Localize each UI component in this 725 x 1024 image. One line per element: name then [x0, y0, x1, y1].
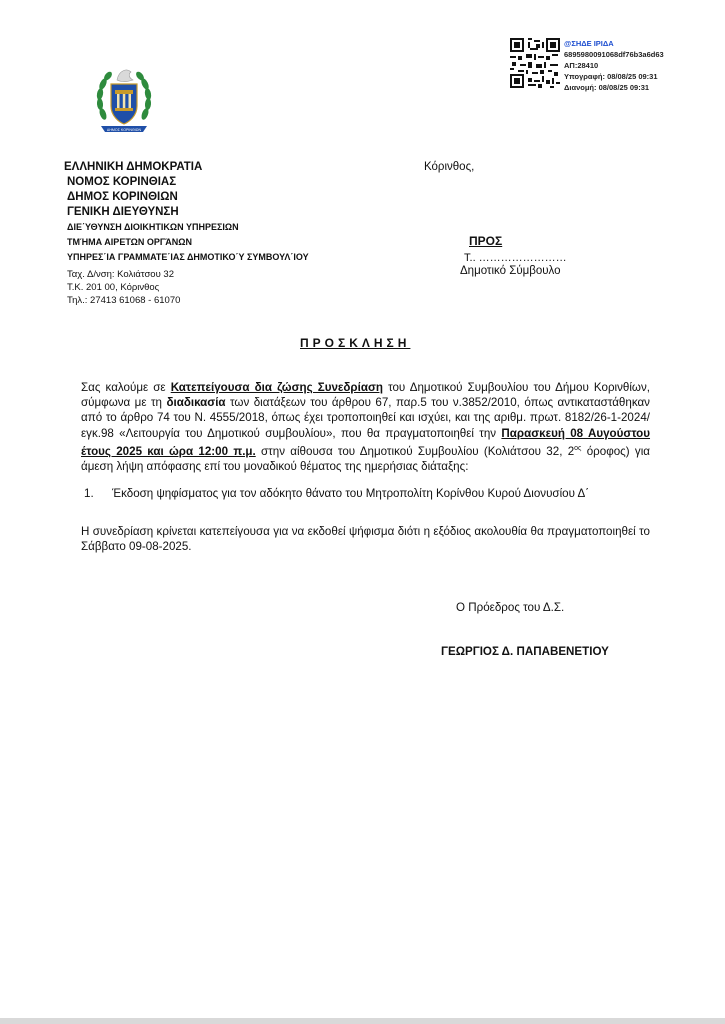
stamp-distribution-date: Διανομή: 08/08/25 09:31: [564, 83, 650, 92]
agenda-item-text: Έκδοση ψηφίσματος για τον αδόκητο θάνατο του Μητροπολίτη Κορίνθου Κυρού Διονυσίου Δ΄: [112, 487, 590, 500]
stamp-hash: 6895980091068df76b3a6d63: [564, 50, 664, 59]
header-municipality: ΔΗΜΟΣ ΚΟΡΙΝΘΙΩΝ: [67, 191, 178, 203]
page-bottom-edge: [0, 1018, 725, 1024]
stamp-signature-date: Υπογραφή: 08/08/25 09:31: [564, 72, 658, 81]
issuer-address: [67, 268, 180, 307]
agenda-item-number: 1.: [84, 487, 94, 500]
p1-part-a: Σας καλούμε σε: [81, 381, 171, 394]
procedure-term: διαδικασία: [166, 396, 226, 410]
address-street: Ταχ. Δ/νση: Κολιάτσου 32: [67, 269, 174, 280]
p1-part-c: του Δημοτικού Συμβουλίου του Δήμου Κορινθίων, σύμφωνα με τη: [81, 381, 651, 410]
meeting-type: Κατεπείγουσα δια ζώσης Συνεδρίαση: [170, 381, 383, 394]
p1-part-e: των διατάξεων του άρθρου 67, παρ.5 του ν.3852/2010, όπως αντικαταστάθηκαν από το άρθρο 74 του Ν. 4555/2018, όπως έχει τροποποιηθεί και ισχύει, και της αριθμ. πρωτ. 8182/26-1-2024/εγκ.98 «Λειτουργία του Δημοτικού συμβουλίου», που θα πραγματοποιηθεί την: [81, 396, 650, 440]
address-postal: Τ.Κ. 201 00, Κόρινθος: [67, 282, 160, 293]
header-general-directorate: ΓΕΝΙΚΗ ΔΙΕΥΘΥΝΣΗ: [67, 206, 179, 218]
stamp-protocol: ΑΠ:28410: [564, 61, 599, 70]
floor-superscript: ος: [574, 444, 582, 452]
header-republic: ΕΛΛΗΝΙΚΗ ΔΗΜΟΚΡΑΤΙΑ: [64, 161, 203, 173]
place-date: Κόρινθος,: [424, 161, 475, 173]
header-service: ΥΠΗΡΕΣ΄ΙΑ ΓΡΑΜΜΑΤΕ΄ΙΑΣ ΔΗΜΟΤΙΚΟ΄Υ ΣΥΜΒΟΥΛ΄ΙΟΥ: [67, 252, 309, 262]
signatory-role: Ο Πρόεδρος του Δ.Σ.: [456, 601, 565, 614]
p1-part-h: όροφος) για άμεση λήψη απόφασης επί του μοναδικού θέματος της ημερήσιας διάταξης:: [81, 444, 650, 473]
agenda-item: [84, 487, 589, 500]
municipality-emblem-icon: [93, 62, 155, 142]
digital-signature-stamp: [510, 38, 680, 96]
signatory-name: ΓΕΩΡΓΙΟΣ Δ. ΠΑΠΑΒΕΝΕΤΙΟΥ: [441, 645, 609, 658]
recipient-body: Δημοτικό Σύμβουλο: [460, 265, 561, 277]
recipient-name-line: Τ.. ……………………: [464, 252, 567, 264]
issuer-header: [64, 160, 309, 265]
qr-code-icon: [510, 38, 560, 88]
header-department: ΤΜΉΜΑ ΑΙΡΕΤΩΝ ΟΡΓΆΝΩΝ: [67, 237, 192, 247]
recipient-label: ΠΡΟΣ: [469, 234, 503, 248]
header-directorate: ΔΙΕ΄ΥΘΥΝΣΗ ΔΙΟΙΚΗΤΙΚΩΝ ΥΠΗΡΕΣΙΩΝ: [67, 222, 239, 232]
meeting-datetime: Παρασκευή 08 Αυγούστου έτους 2025 και ώρα 12:00 π.μ.: [81, 426, 651, 458]
emblem-ribbon-text: ΔΗΜΟΣ ΚΟΡΙΝΘΙΩΝ: [106, 128, 142, 132]
stamp-brand: @ΣΗΔΕ ΙΡΙΔΑ: [564, 39, 614, 48]
urgency-paragraph: Η συνεδρίαση κρίνεται κατεπείγουσα για να εκδοθεί ψήφισμα διότι η εξόδιος ακολουθία θα πραγματοποιηθεί το Σάββατο 09-08-2025.: [81, 525, 650, 554]
document-title: ΠΡΟΣΚΛΗΣΗ: [300, 336, 411, 350]
p1-part-g: στην αίθουσα του Δημοτικού Συμβουλίου (Κολιάτσου 32, 2: [255, 444, 575, 458]
header-prefecture: ΝΟΜΟΣ ΚΟΡΙΝΘΙΑΣ: [67, 176, 177, 188]
address-phone: Τηλ.: 27413 61068 - 61070: [67, 295, 181, 306]
invitation-paragraph: [81, 380, 650, 474]
